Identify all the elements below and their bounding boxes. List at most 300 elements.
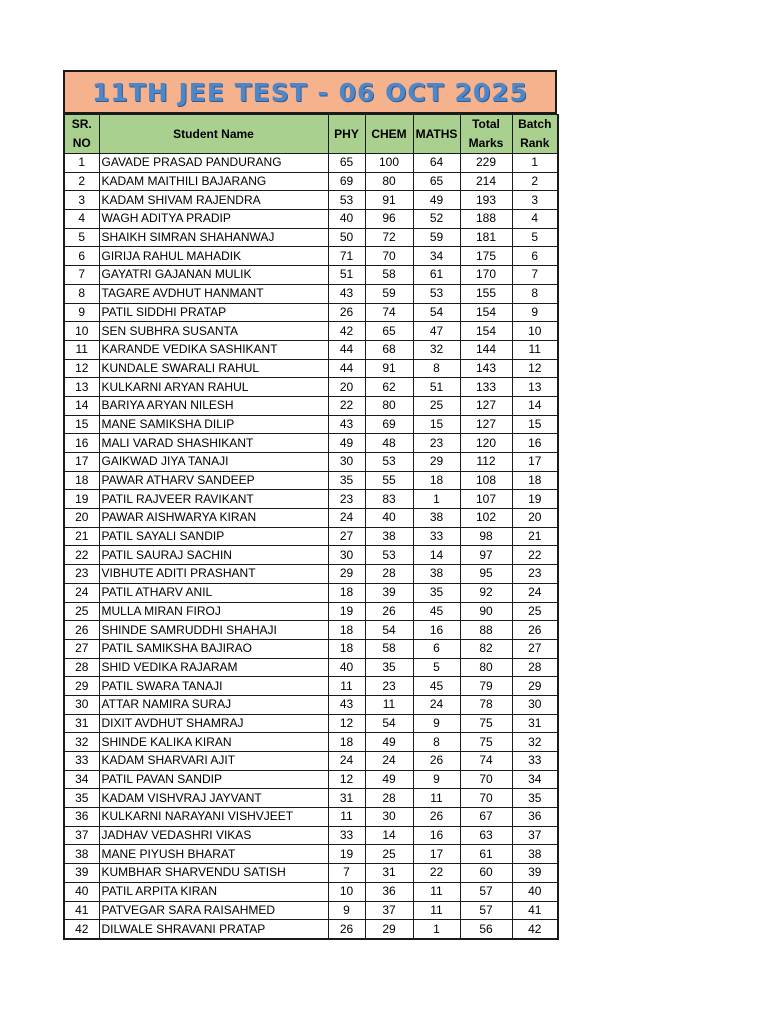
table-row <box>64 808 558 827</box>
total-marks-cell: 175 <box>460 247 512 266</box>
total-marks-cell: 75 <box>460 733 512 752</box>
student-name-cell: PATIL RAJVEER RAVIKANT <box>99 490 328 509</box>
chem-cell: 40 <box>365 509 413 528</box>
batch-rank-cell: 14 <box>512 396 558 415</box>
phy-cell: 10 <box>328 882 365 901</box>
chem-cell: 62 <box>365 378 413 397</box>
sheet-title: 11TH JEE TEST - 06 OCT 2025 <box>63 70 557 114</box>
batch-rank-cell: 10 <box>512 322 558 341</box>
phy-cell: 9 <box>328 901 365 920</box>
student-name-cell: DILWALE SHRAVANI PRATAP <box>99 920 328 939</box>
phy-cell: 30 <box>328 453 365 472</box>
chem-cell: 48 <box>365 434 413 453</box>
chem-cell: 53 <box>365 546 413 565</box>
sr-no-cell: 33 <box>64 752 99 771</box>
table-row <box>64 490 558 509</box>
table-row <box>64 434 558 453</box>
chem-cell: 23 <box>365 677 413 696</box>
table-row <box>64 210 558 229</box>
phy-cell: 11 <box>328 677 365 696</box>
phy-cell: 26 <box>328 303 365 322</box>
total-marks-cell: 88 <box>460 621 512 640</box>
maths-cell: 65 <box>413 172 460 191</box>
chem-cell: 26 <box>365 602 413 621</box>
table-row <box>64 677 558 696</box>
batch-rank-cell: 35 <box>512 789 558 808</box>
header-maths: MATHS <box>413 115 460 154</box>
maths-cell: 16 <box>413 826 460 845</box>
sr-no-cell: 9 <box>64 303 99 322</box>
total-marks-cell: 57 <box>460 882 512 901</box>
total-marks-cell: 74 <box>460 752 512 771</box>
batch-rank-cell: 19 <box>512 490 558 509</box>
chem-cell: 39 <box>365 583 413 602</box>
table-row <box>64 453 558 472</box>
maths-cell: 17 <box>413 845 460 864</box>
chem-cell: 28 <box>365 565 413 584</box>
phy-cell: 18 <box>328 733 365 752</box>
chem-cell: 49 <box>365 733 413 752</box>
maths-cell: 24 <box>413 695 460 714</box>
phy-cell: 53 <box>328 191 365 210</box>
sr-no-cell: 24 <box>64 583 99 602</box>
batch-rank-cell: 34 <box>512 770 558 789</box>
student-name-cell: GIRIJA RAHUL MAHADIK <box>99 247 328 266</box>
phy-cell: 43 <box>328 415 365 434</box>
sr-no-cell: 40 <box>64 882 99 901</box>
student-name-cell: KADAM VISHVRAJ JAYVANT <box>99 789 328 808</box>
sr-no-cell: 3 <box>64 191 99 210</box>
maths-cell: 8 <box>413 733 460 752</box>
batch-rank-cell: 8 <box>512 284 558 303</box>
student-name-cell: ATTAR NAMIRA SURAJ <box>99 695 328 714</box>
phy-cell: 23 <box>328 490 365 509</box>
phy-cell: 22 <box>328 396 365 415</box>
maths-cell: 45 <box>413 602 460 621</box>
phy-cell: 12 <box>328 770 365 789</box>
sr-no-cell: 16 <box>64 434 99 453</box>
total-marks-cell: 98 <box>460 527 512 546</box>
batch-rank-cell: 37 <box>512 826 558 845</box>
batch-rank-cell: 17 <box>512 453 558 472</box>
student-name-cell: GAVADE PRASAD PANDURANG <box>99 154 328 173</box>
maths-cell: 33 <box>413 527 460 546</box>
student-name-cell: GAYATRI GAJANAN MULIK <box>99 266 328 285</box>
table-row <box>64 284 558 303</box>
chem-cell: 24 <box>365 752 413 771</box>
header-sr-line2: NO <box>72 136 91 150</box>
header-total-line2: Marks <box>468 136 504 150</box>
chem-cell: 30 <box>365 808 413 827</box>
phy-cell: 50 <box>328 228 365 247</box>
sr-no-cell: 35 <box>64 789 99 808</box>
total-marks-cell: 155 <box>460 284 512 303</box>
total-marks-cell: 70 <box>460 789 512 808</box>
batch-rank-cell: 20 <box>512 509 558 528</box>
sr-no-cell: 5 <box>64 228 99 247</box>
chem-cell: 37 <box>365 901 413 920</box>
student-name-cell: MANE SAMIKSHA DILIP <box>99 415 328 434</box>
sr-no-cell: 1 <box>64 154 99 173</box>
maths-cell: 1 <box>413 920 460 939</box>
phy-cell: 71 <box>328 247 365 266</box>
sr-no-cell: 14 <box>64 396 99 415</box>
maths-cell: 51 <box>413 378 460 397</box>
batch-rank-cell: 31 <box>512 714 558 733</box>
student-name-cell: KUNDALE SWARALI RAHUL <box>99 359 328 378</box>
student-name-cell: MANE PIYUSH BHARAT <box>99 845 328 864</box>
table-row <box>64 789 558 808</box>
batch-rank-cell: 24 <box>512 583 558 602</box>
student-name-cell: BARIYA ARYAN NILESH <box>99 396 328 415</box>
phy-cell: 30 <box>328 546 365 565</box>
sr-no-cell: 18 <box>64 471 99 490</box>
batch-rank-cell: 6 <box>512 247 558 266</box>
table-row <box>64 845 558 864</box>
sr-no-cell: 4 <box>64 210 99 229</box>
student-name-cell: SHINDE KALIKA KIRAN <box>99 733 328 752</box>
table-row <box>64 172 558 191</box>
chem-cell: 80 <box>365 172 413 191</box>
table-row <box>64 471 558 490</box>
phy-cell: 35 <box>328 471 365 490</box>
chem-cell: 80 <box>365 396 413 415</box>
chem-cell: 38 <box>365 527 413 546</box>
batch-rank-cell: 2 <box>512 172 558 191</box>
total-marks-cell: 214 <box>460 172 512 191</box>
maths-cell: 59 <box>413 228 460 247</box>
total-marks-cell: 61 <box>460 845 512 864</box>
phy-cell: 20 <box>328 378 365 397</box>
total-marks-cell: 97 <box>460 546 512 565</box>
total-marks-cell: 120 <box>460 434 512 453</box>
maths-cell: 26 <box>413 808 460 827</box>
chem-cell: 28 <box>365 789 413 808</box>
phy-cell: 24 <box>328 752 365 771</box>
phy-cell: 44 <box>328 359 365 378</box>
student-name-cell: KADAM SHIVAM RAJENDRA <box>99 191 328 210</box>
table-row <box>64 864 558 883</box>
table-row <box>64 415 558 434</box>
sr-no-cell: 10 <box>64 322 99 341</box>
table-row <box>64 901 558 920</box>
total-marks-cell: 127 <box>460 415 512 434</box>
batch-rank-cell: 42 <box>512 920 558 939</box>
maths-cell: 23 <box>413 434 460 453</box>
student-name-cell: PATIL SAYALI SANDIP <box>99 527 328 546</box>
chem-cell: 70 <box>365 247 413 266</box>
phy-cell: 19 <box>328 602 365 621</box>
header-batch-rank <box>512 115 558 154</box>
student-name-cell: DIXIT AVDHUT SHAMRAJ <box>99 714 328 733</box>
maths-cell: 45 <box>413 677 460 696</box>
phy-cell: 29 <box>328 565 365 584</box>
maths-cell: 25 <box>413 396 460 415</box>
batch-rank-cell: 3 <box>512 191 558 210</box>
header-total-line1: Total <box>472 117 500 131</box>
maths-cell: 47 <box>413 322 460 341</box>
chem-cell: 11 <box>365 695 413 714</box>
maths-cell: 53 <box>413 284 460 303</box>
sr-no-cell: 21 <box>64 527 99 546</box>
phy-cell: 19 <box>328 845 365 864</box>
total-marks-cell: 90 <box>460 602 512 621</box>
total-marks-cell: 170 <box>460 266 512 285</box>
maths-cell: 18 <box>413 471 460 490</box>
batch-rank-cell: 22 <box>512 546 558 565</box>
total-marks-cell: 67 <box>460 808 512 827</box>
phy-cell: 43 <box>328 284 365 303</box>
maths-cell: 14 <box>413 546 460 565</box>
sr-no-cell: 8 <box>64 284 99 303</box>
student-name-cell: KULKARNI ARYAN RAHUL <box>99 378 328 397</box>
maths-cell: 54 <box>413 303 460 322</box>
phy-cell: 43 <box>328 695 365 714</box>
chem-cell: 29 <box>365 920 413 939</box>
header-sr-no <box>64 115 99 154</box>
student-name-cell: SHID VEDIKA RAJARAM <box>99 658 328 677</box>
chem-cell: 68 <box>365 340 413 359</box>
phy-cell: 12 <box>328 714 365 733</box>
student-name-cell: TAGARE AVDHUT HANMANT <box>99 284 328 303</box>
sr-no-cell: 22 <box>64 546 99 565</box>
total-marks-cell: 78 <box>460 695 512 714</box>
table-row <box>64 602 558 621</box>
total-marks-cell: 154 <box>460 303 512 322</box>
chem-cell: 31 <box>365 864 413 883</box>
table-row <box>64 228 558 247</box>
maths-cell: 5 <box>413 658 460 677</box>
chem-cell: 49 <box>365 770 413 789</box>
header-chem: CHEM <box>365 115 413 154</box>
total-marks-cell: 60 <box>460 864 512 883</box>
sr-no-cell: 6 <box>64 247 99 266</box>
student-name-cell: PATIL SAURAJ SACHIN <box>99 546 328 565</box>
batch-rank-cell: 9 <box>512 303 558 322</box>
maths-cell: 6 <box>413 639 460 658</box>
batch-rank-cell: 30 <box>512 695 558 714</box>
table-row <box>64 695 558 714</box>
sr-no-cell: 12 <box>64 359 99 378</box>
table-row <box>64 733 558 752</box>
batch-rank-cell: 7 <box>512 266 558 285</box>
batch-rank-cell: 25 <box>512 602 558 621</box>
total-marks-cell: 127 <box>460 396 512 415</box>
chem-cell: 25 <box>365 845 413 864</box>
table-row <box>64 621 558 640</box>
maths-cell: 29 <box>413 453 460 472</box>
chem-cell: 35 <box>365 658 413 677</box>
total-marks-cell: 57 <box>460 901 512 920</box>
batch-rank-cell: 21 <box>512 527 558 546</box>
sr-no-cell: 34 <box>64 770 99 789</box>
student-name-cell: SHAIKH SIMRAN SHAHANWAJ <box>99 228 328 247</box>
sr-no-cell: 31 <box>64 714 99 733</box>
chem-cell: 54 <box>365 714 413 733</box>
student-name-cell: PATIL PAVAN SANDIP <box>99 770 328 789</box>
maths-cell: 11 <box>413 789 460 808</box>
phy-cell: 31 <box>328 789 365 808</box>
chem-cell: 54 <box>365 621 413 640</box>
maths-cell: 32 <box>413 340 460 359</box>
header-rank-line1: Batch <box>518 117 552 131</box>
phy-cell: 49 <box>328 434 365 453</box>
table-row <box>64 770 558 789</box>
sr-no-cell: 11 <box>64 340 99 359</box>
chem-cell: 74 <box>365 303 413 322</box>
total-marks-cell: 133 <box>460 378 512 397</box>
total-marks-cell: 154 <box>460 322 512 341</box>
table-row <box>64 565 558 584</box>
total-marks-cell: 181 <box>460 228 512 247</box>
batch-rank-cell: 27 <box>512 639 558 658</box>
batch-rank-cell: 15 <box>512 415 558 434</box>
maths-cell: 8 <box>413 359 460 378</box>
phy-cell: 33 <box>328 826 365 845</box>
batch-rank-cell: 12 <box>512 359 558 378</box>
total-marks-cell: 107 <box>460 490 512 509</box>
total-marks-cell: 70 <box>460 770 512 789</box>
table-row <box>64 639 558 658</box>
sr-no-cell: 29 <box>64 677 99 696</box>
student-name-cell: GAIKWAD JIYA TANAJI <box>99 453 328 472</box>
student-name-cell: SHINDE SAMRUDDHI SHAHAJI <box>99 621 328 640</box>
maths-cell: 9 <box>413 770 460 789</box>
sr-no-cell: 41 <box>64 901 99 920</box>
sr-no-cell: 17 <box>64 453 99 472</box>
phy-cell: 18 <box>328 583 365 602</box>
chem-cell: 58 <box>365 639 413 658</box>
header-phy: PHY <box>328 115 365 154</box>
batch-rank-cell: 32 <box>512 733 558 752</box>
student-name-cell: MULLA MIRAN FIROJ <box>99 602 328 621</box>
student-name-cell: MALI VARAD SHASHIKANT <box>99 434 328 453</box>
chem-cell: 14 <box>365 826 413 845</box>
phy-cell: 26 <box>328 920 365 939</box>
sr-no-cell: 20 <box>64 509 99 528</box>
student-name-cell: KUMBHAR SHARVENDU SATISH <box>99 864 328 883</box>
table-row <box>64 714 558 733</box>
total-marks-cell: 112 <box>460 453 512 472</box>
chem-cell: 96 <box>365 210 413 229</box>
maths-cell: 11 <box>413 882 460 901</box>
sr-no-cell: 39 <box>64 864 99 883</box>
table-row <box>64 359 558 378</box>
phy-cell: 44 <box>328 340 365 359</box>
batch-rank-cell: 40 <box>512 882 558 901</box>
table-row <box>64 247 558 266</box>
batch-rank-cell: 18 <box>512 471 558 490</box>
phy-cell: 51 <box>328 266 365 285</box>
batch-rank-cell: 11 <box>512 340 558 359</box>
phy-cell: 11 <box>328 808 365 827</box>
total-marks-cell: 80 <box>460 658 512 677</box>
batch-rank-cell: 36 <box>512 808 558 827</box>
sr-no-cell: 15 <box>64 415 99 434</box>
student-name-cell: PATIL ARPITA KIRAN <box>99 882 328 901</box>
batch-rank-cell: 41 <box>512 901 558 920</box>
results-table <box>63 114 559 940</box>
student-name-cell: PATIL SIDDHI PRATAP <box>99 303 328 322</box>
chem-cell: 55 <box>365 471 413 490</box>
maths-cell: 34 <box>413 247 460 266</box>
maths-cell: 64 <box>413 154 460 173</box>
table-row <box>64 340 558 359</box>
table-row <box>64 396 558 415</box>
maths-cell: 22 <box>413 864 460 883</box>
total-marks-cell: 63 <box>460 826 512 845</box>
student-name-cell: PATIL SAMIKSHA BAJIRAO <box>99 639 328 658</box>
maths-cell: 26 <box>413 752 460 771</box>
maths-cell: 49 <box>413 191 460 210</box>
chem-cell: 53 <box>365 453 413 472</box>
batch-rank-cell: 29 <box>512 677 558 696</box>
phy-cell: 27 <box>328 527 365 546</box>
student-name-cell: KARANDE VEDIKA SASHIKANT <box>99 340 328 359</box>
student-name-cell: KULKARNI NARAYANI VISHVJEET <box>99 808 328 827</box>
student-name-cell: SEN SUBHRA SUSANTA <box>99 322 328 341</box>
sr-no-cell: 32 <box>64 733 99 752</box>
student-name-cell: PAWAR ATHARV SANDEEP <box>99 471 328 490</box>
sr-no-cell: 23 <box>64 565 99 584</box>
maths-cell: 16 <box>413 621 460 640</box>
table-row <box>64 509 558 528</box>
chem-cell: 65 <box>365 322 413 341</box>
total-marks-cell: 92 <box>460 583 512 602</box>
maths-cell: 61 <box>413 266 460 285</box>
sr-no-cell: 38 <box>64 845 99 864</box>
phy-cell: 7 <box>328 864 365 883</box>
batch-rank-cell: 33 <box>512 752 558 771</box>
batch-rank-cell: 1 <box>512 154 558 173</box>
table-row <box>64 303 558 322</box>
table-body <box>64 154 558 939</box>
phy-cell: 24 <box>328 509 365 528</box>
table-row <box>64 527 558 546</box>
batch-rank-cell: 38 <box>512 845 558 864</box>
table-row <box>64 266 558 285</box>
sr-no-cell: 2 <box>64 172 99 191</box>
phy-cell: 40 <box>328 210 365 229</box>
chem-cell: 91 <box>365 359 413 378</box>
sr-no-cell: 42 <box>64 920 99 939</box>
table-row <box>64 378 558 397</box>
sr-no-cell: 7 <box>64 266 99 285</box>
maths-cell: 11 <box>413 901 460 920</box>
header-sr-line1: SR. <box>71 117 92 131</box>
total-marks-cell: 193 <box>460 191 512 210</box>
table-row <box>64 546 558 565</box>
total-marks-cell: 108 <box>460 471 512 490</box>
batch-rank-cell: 39 <box>512 864 558 883</box>
maths-cell: 38 <box>413 565 460 584</box>
sr-no-cell: 37 <box>64 826 99 845</box>
sr-no-cell: 27 <box>64 639 99 658</box>
phy-cell: 18 <box>328 639 365 658</box>
batch-rank-cell: 5 <box>512 228 558 247</box>
batch-rank-cell: 13 <box>512 378 558 397</box>
student-name-cell: PAWAR AISHWARYA KIRAN <box>99 509 328 528</box>
total-marks-cell: 56 <box>460 920 512 939</box>
total-marks-cell: 144 <box>460 340 512 359</box>
chem-cell: 83 <box>365 490 413 509</box>
student-name-cell: KADAM MAITHILI BAJARANG <box>99 172 328 191</box>
total-marks-cell: 188 <box>460 210 512 229</box>
student-name-cell: KADAM SHARVARI AJIT <box>99 752 328 771</box>
sr-no-cell: 36 <box>64 808 99 827</box>
table-row <box>64 583 558 602</box>
batch-rank-cell: 16 <box>512 434 558 453</box>
